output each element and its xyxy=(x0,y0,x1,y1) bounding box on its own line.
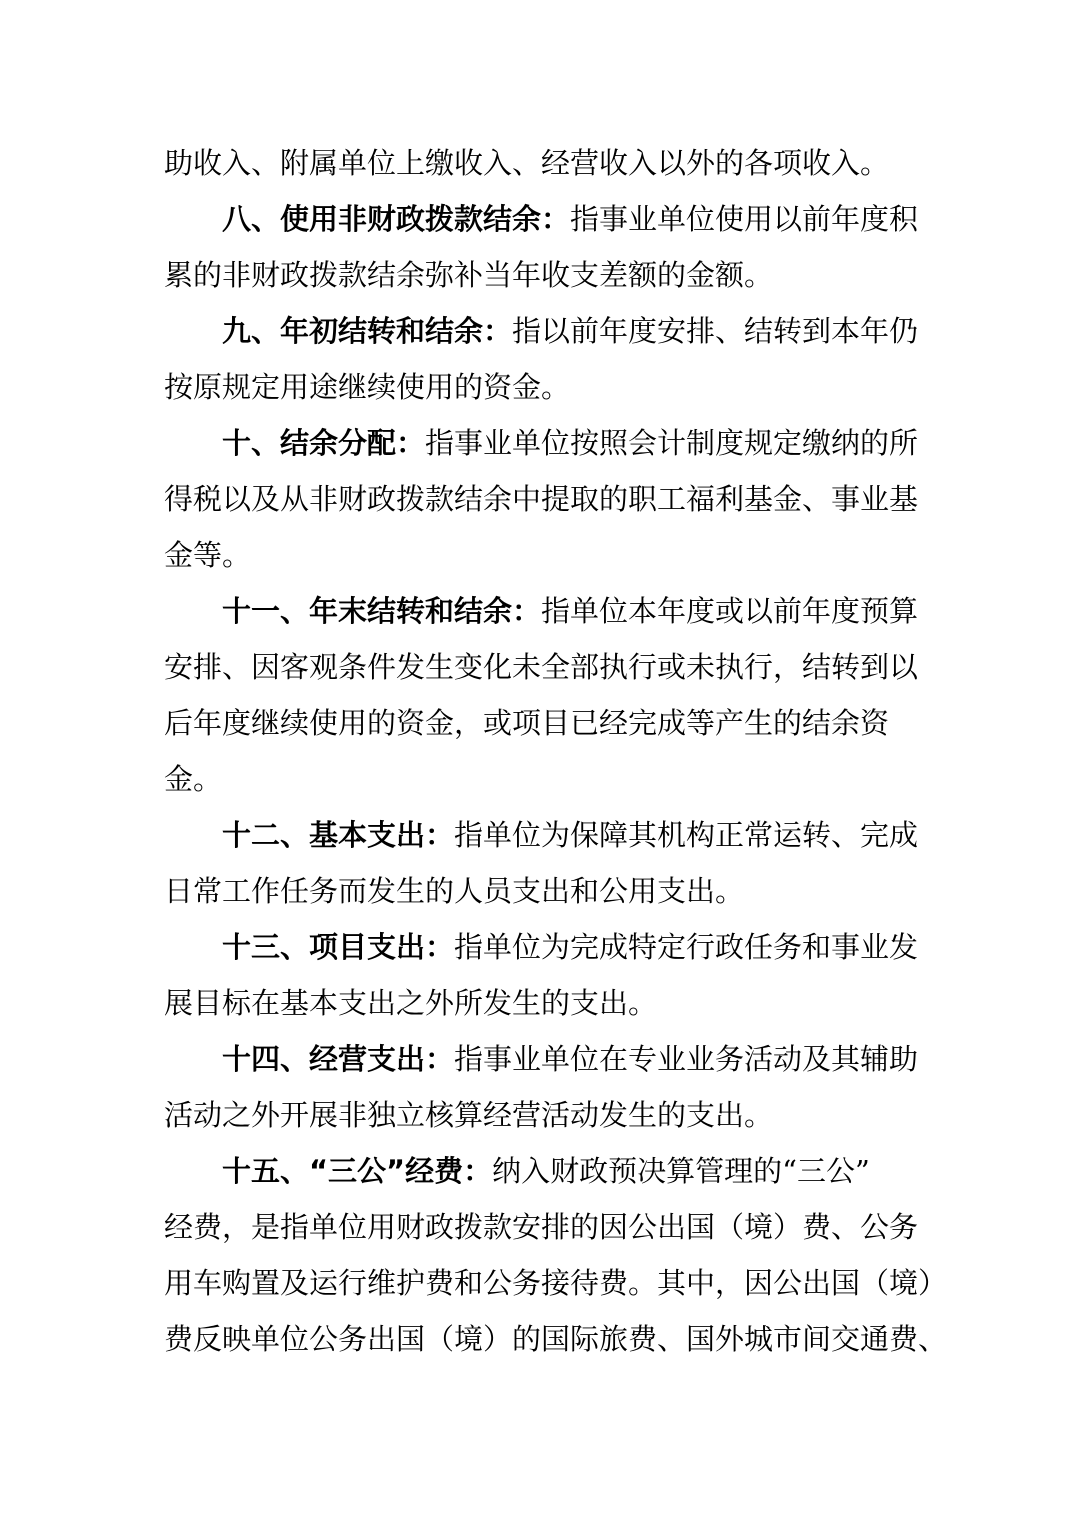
definition-term: 十五、“三公”经费： xyxy=(222,1154,493,1188)
paragraph-text: 指单位为保障其机构正常运转、完成 xyxy=(454,818,919,852)
definition-paragraph-11 xyxy=(164,583,919,807)
paragraph-text: 金等。 xyxy=(164,538,252,572)
paragraph-text: 安排、因客观条件发生变化未全部执行或未执行，结转到以 xyxy=(164,650,919,684)
paragraph-text: 指单位为完成特定行政任务和事业发 xyxy=(454,930,919,964)
paragraph-continuation xyxy=(164,135,912,191)
definition-term: 十二、基本支出： xyxy=(222,818,455,852)
definition-term: 九、年初结转和结余： xyxy=(222,314,513,348)
definition-paragraph-9 xyxy=(164,303,919,415)
paragraph-text: 活动之外开展非独立核算经营活动发生的支出。 xyxy=(164,1098,774,1132)
paragraph-text: 指事业单位使用以前年度积 xyxy=(570,202,919,236)
definition-term: 十四、经营支出： xyxy=(222,1042,455,1076)
paragraph-text: 用车购置及运行维护费和公务接待费。其中，因公出国（境） xyxy=(164,1266,948,1300)
paragraph-text: 指以前年度安排、结转到本年仍 xyxy=(512,314,919,348)
definition-paragraph-15 xyxy=(164,1143,948,1367)
definition-term: 十三、项目支出： xyxy=(222,930,455,964)
paragraph-text: 按原规定用途继续使用的资金。 xyxy=(164,370,571,404)
paragraph-text: 得税以及从非财政拨款结余中提取的职工福利基金、事业基 xyxy=(164,482,919,516)
definition-term: 十一、年末结转和结余： xyxy=(222,594,542,628)
paragraph-text: 经费，是指单位用财政拨款安排的因公出国（境）费、公务 xyxy=(164,1210,919,1244)
paragraph-text: 累的非财政拨款结余弥补当年收支差额的金额。 xyxy=(164,258,774,292)
paragraph-text: 助收入、附属单位上缴收入、经营收入以外的各项收入。 xyxy=(164,146,890,180)
paragraph-text: 指事业单位按照会计制度规定缴纳的所 xyxy=(425,426,919,460)
definition-paragraph-13 xyxy=(164,919,919,1031)
definition-term: 十、结余分配： xyxy=(222,426,426,460)
document-page xyxy=(164,135,948,1367)
paragraph-text: 纳入财政预决算管理的“三公” xyxy=(492,1154,870,1188)
paragraph-text: 日常工作任务而发生的人员支出和公用支出。 xyxy=(164,874,745,908)
definition-paragraph-12 xyxy=(164,807,919,919)
paragraph-text: 展目标在基本支出之外所发生的支出。 xyxy=(164,986,658,1020)
definition-paragraph-8 xyxy=(164,191,919,303)
paragraph-text: 指事业单位在专业业务活动及其辅助 xyxy=(454,1042,919,1076)
definition-paragraph-10 xyxy=(164,415,919,583)
definition-paragraph-14 xyxy=(164,1031,919,1143)
paragraph-text: 后年度继续使用的资金，或项目已经完成等产生的结余资 xyxy=(164,706,890,740)
paragraph-text: 指单位本年度或以前年度预算 xyxy=(541,594,919,628)
definition-term: 八、使用非财政拨款结余： xyxy=(222,202,571,236)
paragraph-text: 费反映单位公务出国（境）的国际旅费、国外城市间交通费、 xyxy=(164,1322,948,1356)
paragraph-text: 金。 xyxy=(164,762,223,796)
